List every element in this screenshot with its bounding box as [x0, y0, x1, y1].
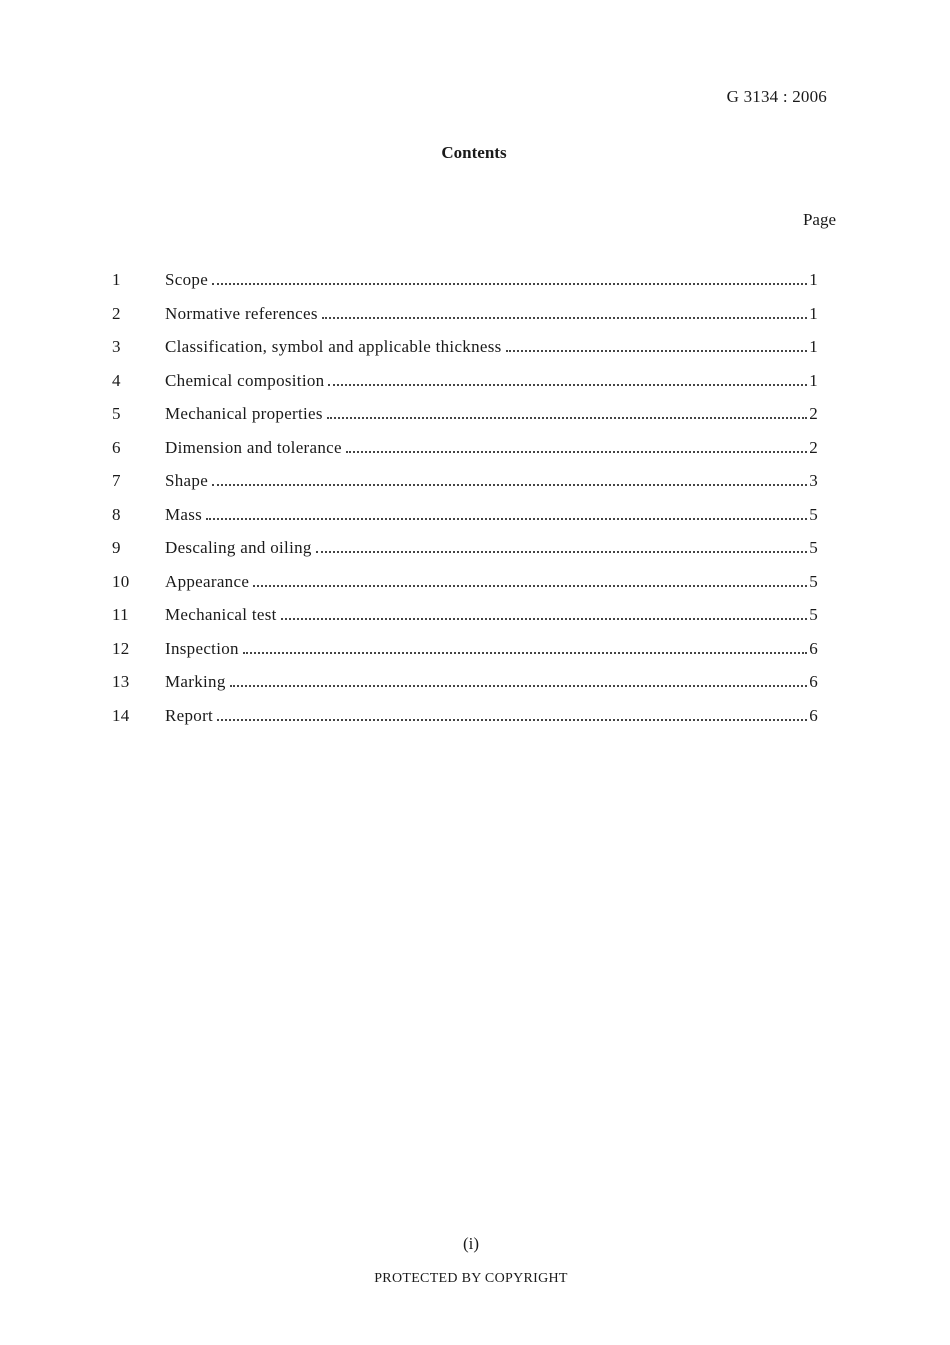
toc-title: Appearance — [165, 571, 250, 591]
dot-leader — [281, 618, 808, 620]
toc-number: 12 — [112, 638, 130, 658]
dot-leader — [322, 317, 807, 319]
dot-leader — [212, 484, 807, 486]
toc-number: 13 — [112, 672, 130, 691]
toc-page-number: 3 — [809, 471, 818, 490]
toc-title: Classification, symbol and applicable thickness — [165, 337, 502, 356]
toc-title: Mechanical test — [165, 605, 277, 624]
dot-leader — [243, 652, 807, 654]
toc-number: 10 — [112, 571, 130, 591]
toc-entry[interactable] — [112, 672, 818, 706]
toc-number: 1 — [112, 270, 121, 289]
toc-number: 7 — [112, 471, 121, 490]
toc-page-number: 6 — [809, 705, 818, 725]
toc-page-number: 6 — [809, 672, 818, 691]
dot-leader — [346, 451, 807, 453]
toc-page-number: 5 — [809, 571, 818, 591]
copyright-notice: PROTECTED BY COPYRIGHT — [374, 1271, 568, 1286]
toc-page-number: 2 — [809, 404, 818, 423]
document-id: G 3134 : 2006 — [726, 87, 827, 106]
toc-number: 6 — [112, 437, 121, 457]
toc-title: Inspection — [165, 638, 239, 658]
toc-entry[interactable] — [112, 371, 818, 405]
toc-page-number: 5 — [809, 504, 818, 524]
toc-entry[interactable] — [112, 337, 818, 371]
toc-entry[interactable] — [112, 605, 818, 639]
dot-leader — [230, 685, 808, 687]
toc-page-number: 6 — [809, 638, 818, 658]
toc-number: 2 — [112, 303, 121, 323]
toc-page-number: 2 — [809, 437, 818, 457]
toc-number: 3 — [112, 337, 121, 356]
dot-leader — [217, 719, 807, 721]
toc-number: 14 — [112, 705, 130, 725]
dot-leader — [327, 417, 807, 419]
toc-page-number: 5 — [809, 605, 818, 624]
dot-leader — [328, 384, 807, 386]
toc-number: 11 — [112, 605, 129, 624]
toc-entry[interactable] — [112, 639, 818, 673]
page-title: Contents — [441, 143, 507, 162]
toc-title: Chemical composition — [165, 370, 325, 390]
toc-page-number: 1 — [809, 337, 818, 356]
toc-entry[interactable] — [112, 270, 818, 304]
dot-leader — [206, 518, 807, 520]
toc-entry[interactable] — [112, 706, 818, 740]
dot-leader — [506, 350, 808, 352]
toc-title: Scope — [165, 270, 209, 289]
toc-entry[interactable] — [112, 404, 818, 438]
table-of-contents — [112, 270, 818, 739]
toc-title: Report — [165, 705, 214, 725]
toc-title: Dimension and tolerance — [165, 437, 342, 457]
toc-entry[interactable] — [112, 438, 818, 472]
dot-leader — [316, 551, 807, 553]
toc-title: Marking — [165, 672, 226, 691]
toc-title: Normative references — [165, 303, 318, 323]
dot-leader — [253, 585, 807, 587]
toc-page-number: 1 — [809, 270, 818, 289]
toc-entry[interactable] — [112, 505, 818, 539]
toc-title: Descaling and oiling — [165, 538, 312, 557]
toc-page-number: 5 — [809, 538, 818, 557]
toc-entry[interactable] — [112, 304, 818, 338]
toc-entry[interactable] — [112, 471, 818, 505]
toc-title: Mechanical properties — [165, 404, 323, 423]
dot-leader — [212, 283, 807, 285]
toc-number: 8 — [112, 504, 121, 524]
footer-page-number: (i) — [462, 1234, 480, 1253]
toc-entry[interactable] — [112, 538, 818, 572]
toc-title: Shape — [165, 471, 209, 490]
toc-page-number: 1 — [809, 303, 818, 323]
toc-entry[interactable] — [112, 572, 818, 606]
toc-title: Mass — [165, 504, 203, 524]
toc-number: 5 — [112, 404, 121, 423]
toc-page-number: 1 — [809, 370, 818, 390]
toc-number: 4 — [112, 370, 121, 390]
page-column-label: Page — [802, 210, 836, 229]
toc-number: 9 — [112, 538, 121, 557]
